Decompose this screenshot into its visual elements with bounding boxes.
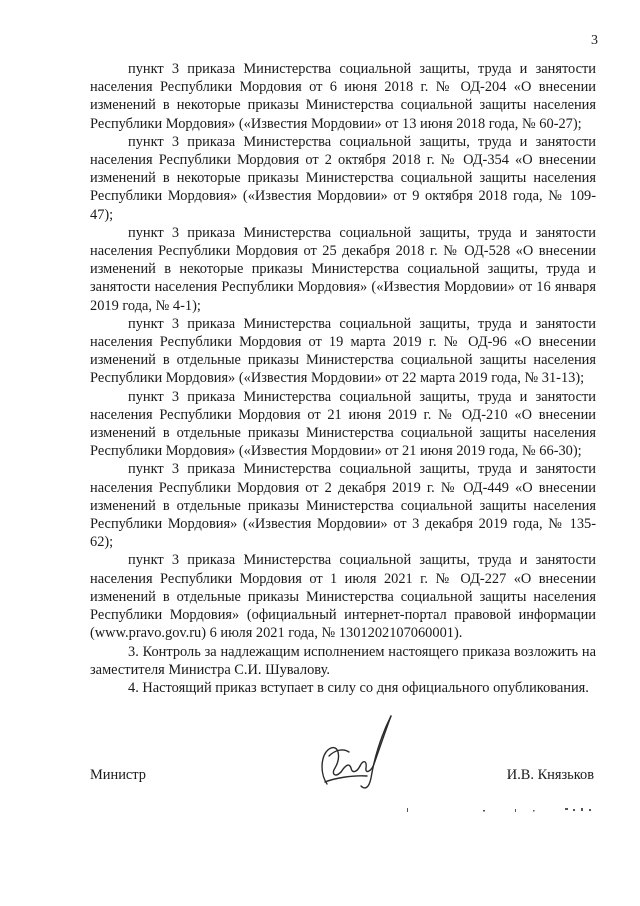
signatory-name: И.В. Князьков — [506, 767, 594, 783]
list-item-order-od-210: пункт 3 приказа Министерства социальной защиты, труда и занятости населения Республики Мордовия от 21 июня 2019 г. № ОД-210 «О внесении изменений в отдельные приказы Министерства социальной защиты населения Республики Мордовия» («Известия Мордовии» от 21 июня 2019 года, № 66-30); — [90, 388, 596, 460]
signatory-title: Министр — [90, 767, 146, 783]
document-body — [90, 60, 596, 697]
scan-artifact-marks — [405, 806, 605, 816]
list-item-order-od-449: пункт 3 приказа Министерства социальной защиты, труда и занятости населения Республики Мордовия от 2 декабря 2019 г. № ОД-449 «О внесении изменений в отдельные приказы Министерства социальной защиты населения Республики Мордовия» («Известия Мордовии» от 3 декабря 2019 года, № 135-62); — [90, 461, 596, 551]
clause-4-effective-date: 4. Настоящий приказ вступает в силу со дня официального опубликования. — [128, 679, 589, 696]
clause-3-control: 3. Контроль за надлежащим исполнением настоящего приказа возложить на заместителя Министра С.И. Шувалову. — [90, 643, 596, 678]
list-item-order-od-528: пункт 3 приказа Министерства социальной защиты, труда и занятости населения Республики Мордовия от 25 декабря 2018 г. № ОД-528 «О внесении изменений в некоторые приказы Министерства социальной защиты, труда и занятости населения Республики Мордовия» («Известия Мордовии» от 16 января 2019 года, № 4-1); — [90, 224, 596, 314]
list-item-order-od-204: пункт 3 приказа Министерства социальной защиты, труда и занятости населения Республики Мордовия от 6 июня 2018 г. № ОД-204 «О внесении изменений в некоторые приказы Министерства социальной защиты населения Республики Мордовия» («Известия Мордовии» от 13 июня 2018 года, № 60-27); — [90, 61, 596, 132]
list-item-order-od-96: пункт 3 приказа Министерства социальной защиты, труда и занятости населения Республики Мордовия от 19 марта 2019 г. № ОД-96 «О внесении изменений в отдельные приказы Министерства социальной защиты населения Республики Мордовия» («Известия Мордовии» от 22 марта 2019 года, № 31-13); — [90, 315, 596, 387]
page-number: 3 — [591, 33, 598, 48]
list-item-order-od-354: пункт 3 приказа Министерства социальной защиты, труда и занятости населения Республики Мордовия от 2 октября 2018 г. № ОД-354 «О внесении изменений в некоторые приказы Министерства социальной защиты населения Республики Мордовия» («Известия Мордовии» от 9 октября 2018 года, № 109-47); — [90, 133, 596, 223]
signature-block — [90, 766, 596, 786]
list-item-order-od-227: пункт 3 приказа Министерства социальной защиты, труда и занятости населения Республики Мордовия от 1 июля 2021 г. № ОД-227 «О внесении изменений в отдельные приказы Министерства социальной защиты населения Республики Мордовия» (официальный интернет-портал правовой информации (www.pravo.gov.ru) 6 июля 2021 года, № 1301202107060001). — [90, 552, 596, 642]
